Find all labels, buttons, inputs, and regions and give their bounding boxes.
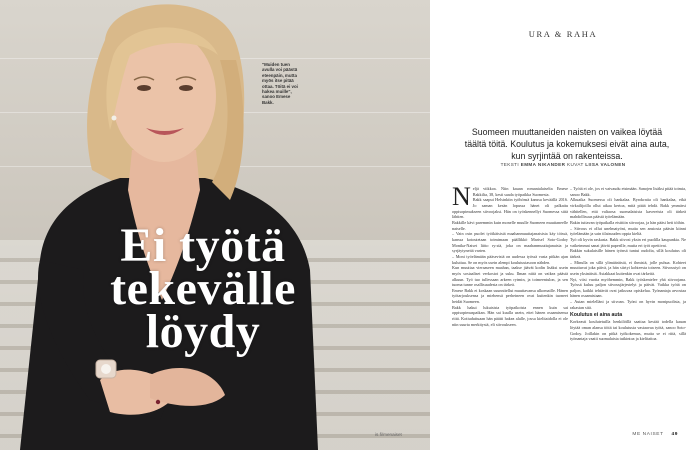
byline-author: EMMA NIKANDER — [520, 162, 566, 167]
magazine-name: ME NAISET — [632, 432, 664, 437]
body-paragraph: Bakk hakui lukuisista työpaikoista ennen kuin sai oppisopimuspaikan. Hän sai kuulla usein, ettei hänen osaamisensa riitä. Kotiuduttuaan hän päätti hakea alalle, jossa kielitaidolla ei ole niin suurta merkitystä, eli siivoukseen. — [452, 304, 568, 327]
subheading: Koulutus ei aina auta — [570, 312, 623, 319]
body-column-left — [452, 182, 568, 327]
body-paragraph: – Moni työelämään pääsevistä on uudessa työssä vasta pitkän ajan kuluttua. Se on myös usein alempi koulutustasoon nähden. — [452, 253, 568, 265]
body-paragraph: – Siivous ei ollut unelmatyöni, mutta sen ansiosta pääsin kiinni työelämään ja sain tilaisuuden oppia kieltä. — [570, 225, 686, 237]
page-footer — [430, 432, 678, 437]
byline-photographer: LIISA VALONEN — [585, 162, 626, 167]
byline-text-label: TEKSTI — [500, 162, 520, 167]
headline-line: tekevälle — [110, 262, 296, 315]
body-paragraph: – Työtä ei ole, jos ei vaivaudu etsimään. Sanojen lisäksi pitää toimia, sanoo Bakk. — [570, 186, 686, 197]
article-headline — [88, 219, 318, 358]
body-paragraph: Alkuaika Suomessa oli hankalaa. Byrokratia oli hankalaa, eikä virkailijoilla ollut aikaa kertoa, mitä pitää tehdä. Bakk ymmärsi vähitellen, että valtaosa suomalaisista kavereista oli tärkeä mahdollisuus päästä työelämään. — [570, 197, 686, 220]
body-paragraph: – Minulla on sillä ylimääräistä, ei ihmisiä, jolle puhua. Kohteet muuttuvat joka päivä, ja hän siirtyi kohteesta toiseen. Siivoustyö on usein yksinäistä. Asiakkaat kuitenkin ovat tärkeitä. — [570, 259, 686, 276]
page-number: 49 — [671, 432, 678, 437]
headline-line: löydy — [145, 305, 261, 358]
body-paragraph: Bakkille kävi paremmin kuin monelle muulle Suomeen muuttaneelle naiselle. — [452, 219, 568, 231]
body-paragraph: Bakin tuttavan työpaikalla etsittiin siivoojaa, ja hän pääsi heti töihin. — [570, 219, 686, 225]
drop-cap: N — [452, 182, 471, 211]
body-column-right — [570, 186, 686, 342]
body-paragraph: Korkeasti koulutetuilla henkilöillä saattaa kestää todella kauan löytää oman alansa töitä tai koulutusta vastaavaa työtä, sanoo Soto-Godoy. Joillakin on pitkä työkokemus, mutta se ei riitä, sillä työnantaja vaatii suomalaista tutkintoa ja kielitaitoa. — [570, 319, 686, 342]
body-paragraph: – Vain osin puolet työikäisistä maahanmuuttajanaisista käy töissä, kanssa kotoutetaan toimimaan päällikkö Marisel Soto-Godoy Monika-Naiset liitto ry:stä, joka on maahanmuuttajanaisia ja syrjäytyneitä varten. — [452, 231, 568, 254]
photo-caption: "Muiden tuen avulla voi päästä eteenpäin, mutta myös itse pitää ottaa. Töitä ei voi hakea muille", sanoo Emese Bakk. — [262, 62, 298, 105]
body-paragraph: eljä viikkoa. Niin kauan romanialaiselta Emese Bakkilta, 38, kesti saada työpaikka Suomesta. — [472, 186, 568, 197]
body-paragraph: Kun muuttaa vieraaseen maahan, taakse jäävät kodin lisäksi usein myös sosiaaliset verkostot ja suku. Ilman niitä on vaikea päästä alkuun. Työ tuo tullessaan arkeen rytmin, ja toimeentulon, ja sen tuoma tunne osallisuudesta on tärkeä. — [452, 265, 568, 288]
body-paragraph: Työ oli kyvin raskasta. Bakk siivosi yksin eri puolilla kaupunkia. Ne vaikeimmat sanat jäivät paperille, mutta eri työt opettivat. — [570, 236, 686, 248]
byline-photo-label: KUVAT — [567, 162, 584, 167]
footer-url: is.fi/menaiset — [375, 432, 402, 437]
body-paragraph: Bakk saapui Helsinkiin työhönsä kanssa keväällä 2016. Jo saman kesän lopussa hänet oli palkattu oppisopimukseen siivoojaksi. Hän on työskennellyt Suomessa siitä lähtien. — [452, 197, 568, 220]
body-paragraph: Nyt, viisi vuotta myöhemmin, Bakk työskentelee yhä siivoojana. Työssä kuluu paljon siivousjärjestelyt ja päivät. Vaikka työtä on paljon, kaikki tehtävät ovat jatkuvaa opiskelua. Työnantaja arvostaa hänen osaamistaan. — [570, 276, 686, 299]
lead-paragraph: Suomeen muuttaneiden naisten on vaikea löytää täältä töitä. Koulutus ja kokemuksesi eivät aina auta, kun syrjintää on rakenteissa. — [464, 127, 670, 161]
byline — [430, 162, 696, 167]
body-paragraph: – Autan mielelläni ja siivoan. Työni on hyvin monipuolista, ja rakastan sitä. — [570, 299, 686, 310]
text-page — [430, 0, 696, 450]
headline-line: Ei työtä — [120, 219, 286, 272]
section-label: URA & RAHA — [528, 29, 598, 39]
body-paragraph: Bakkin sukulaisille hänen työnsä tuntui oudolta, sillä koulutus oli tärkeä. — [570, 248, 686, 259]
body-paragraph: Emese Bakk ei koskaan suunnitellut muuttavansa ulkomaille. Hänen työtarjouksensa ja miehensä perheineen ovat kuitenkin tuoneet heidät Suomeen. — [452, 287, 568, 305]
